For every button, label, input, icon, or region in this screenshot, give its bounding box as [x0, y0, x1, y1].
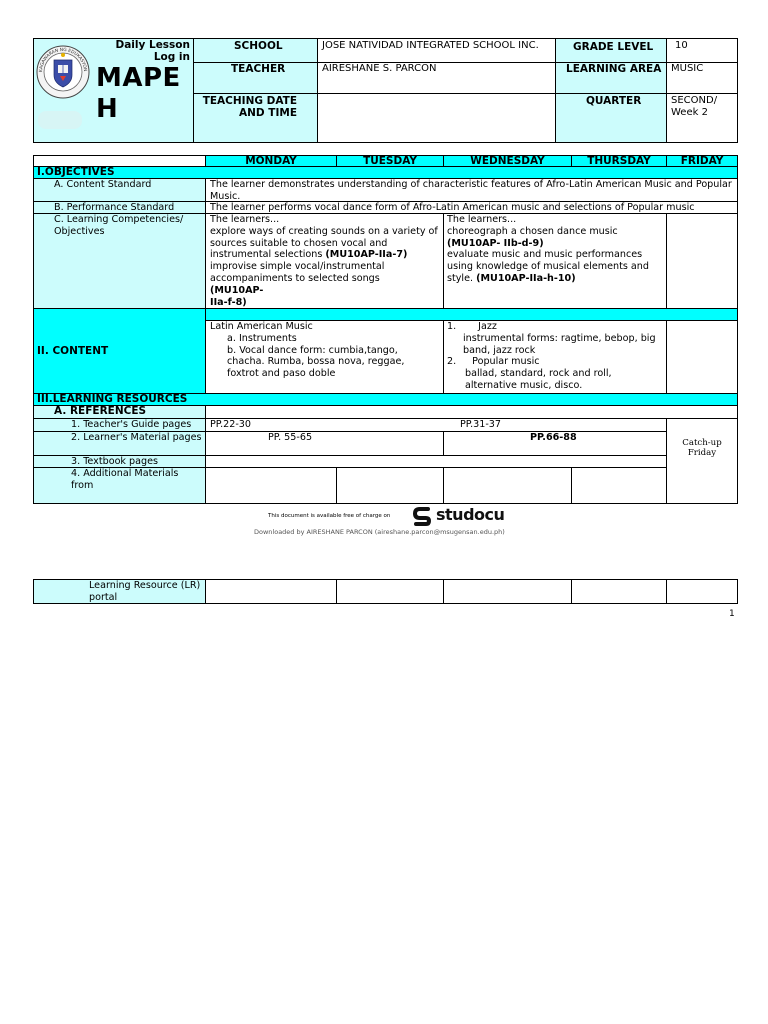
content-right-item2: [447, 356, 661, 368]
comp-right-code2: (MU10AP-IIa-h-10): [476, 272, 576, 284]
grade-value: 10: [675, 40, 688, 51]
content-standard-label-cell: [33, 178, 206, 202]
quarter-value-cell: [666, 93, 738, 143]
lm-label-cell: [33, 431, 206, 456]
content-heading: II. CONTENT: [37, 345, 109, 357]
content-left-title: Latin American Music: [210, 321, 313, 332]
day-header-thursday: THURSDAY: [571, 155, 667, 167]
content-right-text: [447, 321, 661, 392]
deped-seal-icon: [36, 45, 90, 99]
additional-thu-cell: [571, 467, 667, 504]
content-right-item1-desc: instrumental forms: ragtime, bebop, big band, jazz rock: [463, 332, 656, 356]
friday-resources-cell: [666, 418, 738, 504]
lm-right-cell: [443, 431, 667, 456]
tg-right-pages: PP.31-37: [460, 419, 502, 430]
comp-left-text1: explore ways of creating sounds on a variety of sources suitable to chosen vocal and instrumental selections: [210, 225, 438, 261]
grade-label: GRADE LEVEL: [573, 41, 654, 53]
lm-right-pages: PP.66-88: [530, 432, 577, 443]
content-left-cell: [205, 320, 444, 394]
day-header-wednesday: WEDNESDAY: [443, 155, 572, 167]
comp-right-code1: (MU10AP- IIb-d-9): [447, 237, 544, 249]
quarter-value: SECOND/ Week 2: [671, 95, 718, 118]
comp-left-code2: (MU10AP- IIa-f-8): [210, 284, 264, 308]
catch-up-friday-note: Catch-up Friday: [682, 438, 722, 458]
content-right-item1: [447, 321, 661, 333]
performance-standard-label: B. Performance Standard: [54, 202, 175, 213]
lr-fri-cell: [666, 579, 738, 604]
content-left-text: [210, 321, 440, 380]
lm-left-cell: [205, 431, 444, 456]
date-value-cell: [317, 93, 556, 143]
tg-left-pages: PP.22-30: [210, 419, 252, 430]
content-standard-value-cell: [205, 178, 738, 202]
studocu-logo[interactable]: [412, 505, 508, 527]
area-value-cell: [666, 62, 738, 94]
objectives-heading: I.OBJECTIVES: [37, 166, 115, 178]
lr-wed-cell: [443, 579, 572, 604]
school-value-cell: [317, 38, 556, 63]
teacher-label: TEACHER: [231, 63, 286, 75]
references-heading: A. REFERENCES: [54, 405, 147, 417]
additional-tue-cell: [336, 467, 444, 504]
competencies-right-text: [447, 214, 661, 285]
comp-right-intro: The learners...: [447, 214, 517, 225]
day-header-monday: MONDAY: [205, 155, 337, 167]
content-right-cell: [443, 320, 667, 394]
competencies-left-text: [210, 214, 438, 308]
competencies-label: C. Learning Competencies/ Objectives: [54, 214, 184, 237]
additional-wed-cell: [443, 467, 572, 504]
grade-value-cell: [666, 38, 738, 63]
area-value: MUSIC: [671, 63, 704, 74]
references-label-cell: [33, 405, 206, 419]
header-logo-cell: [33, 38, 194, 143]
competencies-label-cell: [33, 213, 206, 309]
daily-lesson-log-title: Daily Lesson Log in: [115, 39, 190, 63]
competencies-right-cell: [443, 213, 667, 309]
tg-label: 1. Teacher's Guide pages: [71, 419, 192, 430]
subject-title: MAPE H: [96, 63, 181, 124]
additional-label: 4. Additional Materials from: [71, 468, 179, 491]
lr-thu-cell: [571, 579, 667, 604]
tg-value-cell: [205, 418, 667, 432]
lr-portal-label: Learning Resource (LR) portal: [89, 580, 201, 603]
comp-right-text1: choreograph a chosen dance music: [447, 225, 618, 237]
teacher-value-cell: [317, 62, 556, 94]
content-left-item-b: b. Vocal dance form: cumbia,tango, chacha. Rumba, bossa nova, reggae, foxtrot and paso doble: [227, 344, 405, 380]
comp-left-text2: improvise simple vocal/instrumental accompaniments to selected songs: [210, 261, 385, 284]
svg-text:KAGAWARAN NG EDUKASYON: KAGAWARAN NG EDUKASYON: [38, 47, 88, 73]
date-label-cell: [193, 93, 318, 143]
competencies-friday-cell: [666, 213, 738, 309]
teacher-value: AIRESHANE S. PARCON: [322, 63, 437, 74]
content-left-item-a: a. Instruments: [227, 332, 297, 344]
resources-heading: III.LEARNING RESOURCES: [37, 393, 188, 405]
textbook-label: 3. Textbook pages: [71, 456, 158, 467]
content-right-item1-num: 1.: [447, 321, 457, 332]
downloaded-by-text: Downloaded by AIRESHANE PARCON (aireshane.parcon@msugensan.edu.ph): [254, 528, 505, 536]
studocu-wordmark: studocu: [436, 505, 505, 524]
references-value-cell: [205, 405, 738, 419]
quarter-label: QUARTER: [586, 95, 642, 107]
lm-label: 2. Learner's Material pages: [71, 432, 202, 443]
quarter-label-cell: [555, 93, 667, 143]
teacher-label-cell: [193, 62, 318, 94]
content-standard-text: The learner demonstrates understanding of characteristic features of Afro-Latin American Music and Popular Music.: [210, 179, 732, 202]
school-value: JOSE NATIVIDAD INTEGRATED SCHOOL INC.: [322, 40, 539, 51]
comp-left-code1: (MU10AP-IIa-7): [325, 249, 408, 261]
lr-mon-cell: [205, 579, 337, 604]
content-right-item2-desc: ballad, standard, rock and roll, alternative music, disco.: [465, 368, 612, 391]
content-right-item2-title: Popular music: [472, 356, 540, 368]
grade-label-cell: [555, 38, 667, 63]
content-right-item2-num: 2.: [447, 356, 457, 368]
lm-left-pages: PP. 55-65: [268, 432, 313, 443]
page-number: 1: [729, 609, 735, 619]
comp-left-line1: [210, 226, 438, 261]
comp-right-line2: [447, 249, 661, 284]
competencies-left-cell: [205, 213, 444, 309]
comp-left-intro: The learners...: [210, 214, 280, 225]
available-free-text: This document is available free of charge on: [268, 513, 391, 519]
school-label: SCHOOL: [234, 40, 283, 52]
comp-right-text2: evaluate music and music performances using knowledge of musical elements and style.: [447, 249, 649, 284]
area-label-cell: [555, 62, 667, 94]
day-header-friday: FRIDAY: [666, 155, 738, 167]
tg-label-cell: [33, 418, 206, 432]
lr-portal-label-cell: [33, 579, 206, 604]
day-header-tuesday: TUESDAY: [336, 155, 444, 167]
content-standard-label: A. Content Standard: [54, 179, 152, 190]
performance-standard-text: The learner performs vocal dance form of Afro-Latin American music and selections of Popular music: [210, 202, 695, 213]
date-label: TEACHING DATE AND TIME: [202, 95, 297, 119]
area-label: LEARNING AREA: [566, 63, 662, 75]
content-label-cell: [33, 308, 206, 394]
content-friday-cell: [666, 320, 738, 394]
lr-tue-cell: [336, 579, 444, 604]
seal-text-blur: [38, 111, 82, 129]
additional-mon-cell: [205, 467, 337, 504]
content-right-item1-title: Jazz: [478, 321, 497, 332]
additional-label-cell: [33, 467, 206, 504]
school-label-cell: [193, 38, 318, 63]
